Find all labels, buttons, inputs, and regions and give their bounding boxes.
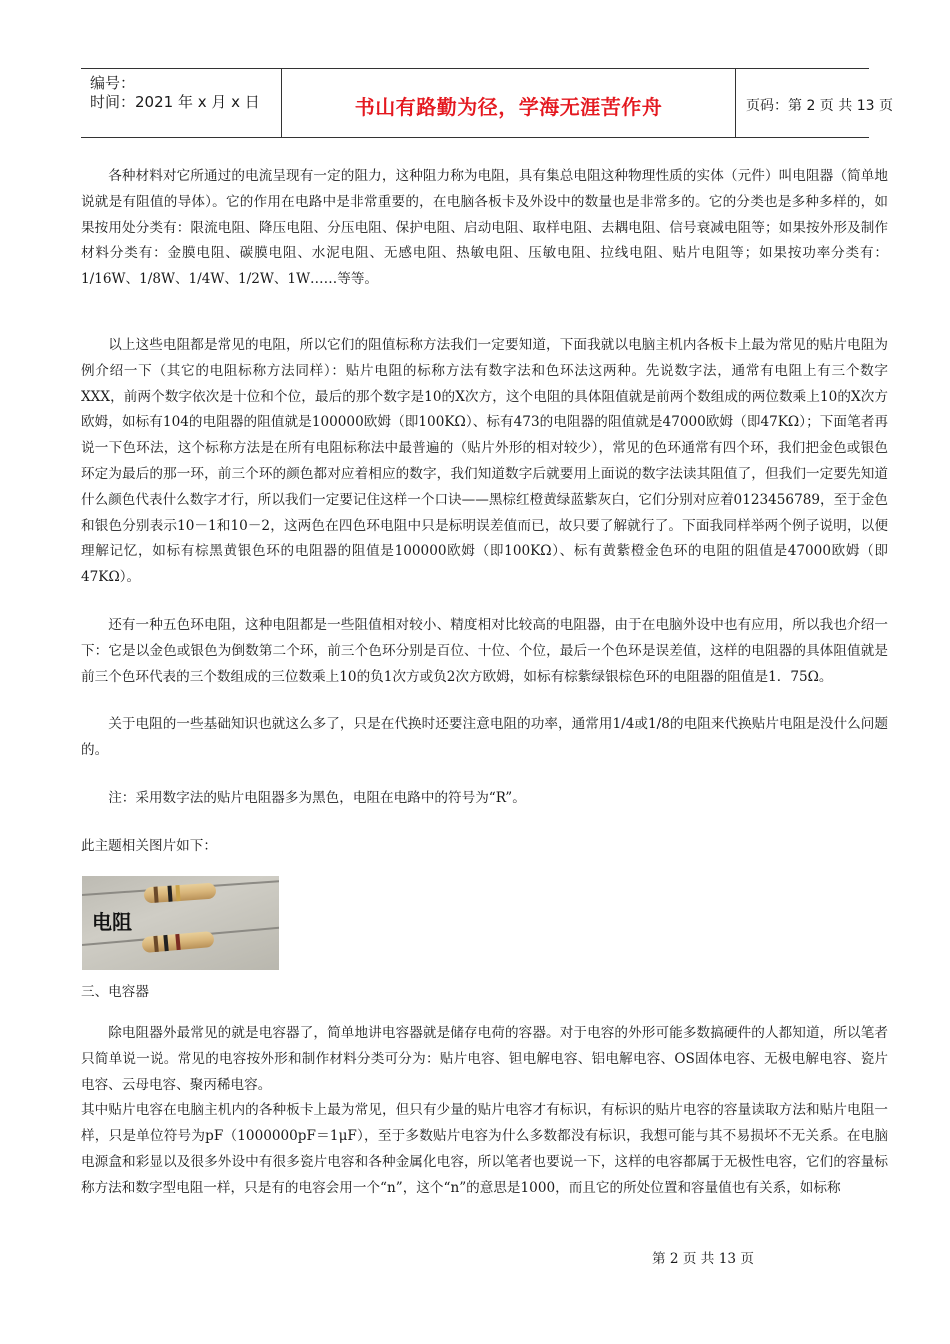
- paragraph-resistor-summary: 关于电阻的一些基础知识也就这么多了，只是在代换时还要注意电阻的功率，通常用1/4或1/8的电阻来代换贴片电阻是没什么问题的。: [81, 716, 888, 759]
- document-date-label: 时间：2021 年 x 月 x 日: [90, 93, 260, 111]
- header-motto: 书山有路勤为径，学海无涯苦作舟: [354, 95, 663, 119]
- resistor-photo: [82, 876, 279, 970]
- capacitor-content: [81, 1021, 888, 1202]
- header-left-cell: [81, 69, 281, 137]
- main-content: [81, 164, 888, 860]
- document-number-label: 编号：: [90, 74, 136, 92]
- paragraph-five-band: 还有一种五色环电阻，这种电阻都是一些阻值相对较小、精度相对比较高的电阻器，由于在电脑外设中也有应用，所以我也介绍一下：它是以金色或银色为倒数第二个环，前三个色环分别是百位、十位、个位，最后一个色环是误差值，这样的电阻器的具体阻值就是前三个色环代表的三个数组成的三位数乘上10的负1次方或负2次方欧姆，如标有棕紫绿银棕色环的电阻器的阻值是1．75Ω。: [81, 616, 888, 685]
- paragraph-note: 注：采用数字法的贴片电阻器多为黑色，电阻在电路中的符号为“R”。: [108, 789, 526, 806]
- page-header: [81, 68, 893, 138]
- photo-label: 电阻: [92, 910, 132, 934]
- paragraph-chip-capacitor: 其中贴片电容在电脑主机内的各种板卡上最为常见，但只有少量的贴片电容才有标识，有标识的贴片电容的容量读取方法和贴片电阻一样，只是单位符号为pF（1000000pF＝1μF），至于多数贴片电容为什么多数都没有标识，我想可能与其不易损坏不无关系。在电脑电源盒和彩显以及很多外设中有很多瓷片电容和各种金属化电容，所以笔者也要说一下，这样的电容都属于无极性电容，它们的容量标称方法和数字型电阻一样，只是有的电容会用一个“n”，这个“n”的意思是1000，而且它的所处位置和容量值也有关系，如标称: [81, 1102, 888, 1196]
- header-page-indicator: 页码：第 2 页 共 13 页: [746, 98, 893, 114]
- paragraph-resistor-marking: 以上这些电阻都是常见的电阻，所以它们的阻值标称方法我们一定要知道，下面我就以电脑主机内各板卡上最为常见的贴片电阻为例介绍一下（其它的电阻标称方法同样）：贴片电阻的标称方法有数字法和色环法这两种。先说数字法，通常有电阻上有三个数字XXX，前两个数字依次是十位和个位，最后的那个数字是10的X次方，这个电阻的具体阻值就是前两个数组成的两位数乘上10的X次方欧姆，如标有104的电阻器的阻值就是100000欧姆（即100KΩ）、标有473的电阻器的阻值就是47000欧姆（即47KΩ）；下面笔者再说一下色环法，这个标称方法是在所有电阻标称法中最普遍的（贴片外形的相对较少），常见的色环通常有四个环，我们把金色或银色环定为最后的那一环，前三个环的颜色都对应着相应的数字，我们知道数字后就要用上面说的数字法读其阻值了，但我们一定要先知道什么颜色代表什么数字才行，所以我们一定要记住这样一个口诀——黑棕红橙黄绿蓝紫灰白，它们分别对应着0123456789，至于金色和银色分别表示10－1和10－2，这两色在四色环电阻中只是标明误差值而已，故只要了解就行了。下面我同样举两个例子说明，以便理解记忆，如标有棕黑黄银色环的电阻器的阻值是100000欧姆（即100KΩ）、标有黄紫橙金色环的电阻的阻值是47000欧姆（即47KΩ）。: [81, 336, 888, 586]
- header-motto-cell: [281, 69, 736, 137]
- section-title-capacitor: 三、电容器: [81, 984, 149, 1000]
- paragraph-capacitor-intro: 除电阻器外最常见的就是电容器了，简单地讲电容器就是储存电荷的容器。对于电容的外形可能多数搞硬件的人都知道，所以笔者只简单说一说。常见的电容按外形和制作材料分类可分为：贴片电容、钽电解电容、铝电解电容、OS固体电容、无极电解电容、瓷片电容、云母电容、聚丙稀电容。: [81, 1025, 888, 1093]
- page-footer: 第 2 页 共 13 页: [652, 1251, 754, 1267]
- paragraph-image-caption: 此主题相关图片如下：: [81, 837, 217, 854]
- header-right-cell: [736, 69, 893, 137]
- paragraph-resistor-intro: 各种材料对它所通过的电流呈现有一定的阻力，这种阻力称为电阻，具有集总电阻这种物理性质的实体（元件）叫电阻器（简单地说就是有阻值的导体）。它的作用在电路中是非常重要的，在电脑各板卡及外设中的数量也是非常多的。它的分类也是多种多样的，如果按用处分类有：限流电阻、降压电阻、分压电阻、保护电阻、启动电阻、取样电阻、去耦电阻、信号衰减电阻等；如果按外形及制作材料分类有：金膜电阻、碳膜电阻、水泥电阻、无感电阻、热敏电阻、压敏电阻、拉线电阻、贴片电阻等；如果按功率分类有：1/16W、1/8W、1/4W、1/2W、1W……等等。: [81, 168, 888, 288]
